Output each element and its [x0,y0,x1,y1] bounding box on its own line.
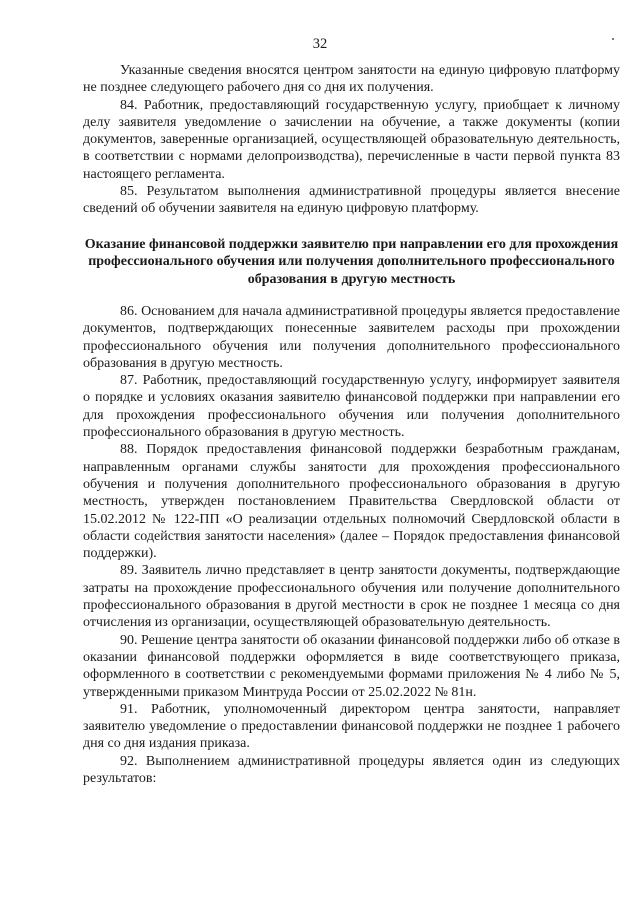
top-text-block [83,62,620,218]
bottom-text-block [83,303,620,787]
section-heading: Оказание финансовой поддержки заявителю при направлении его для прохождения профессионального обучения или получения дополнительного профессионального образования в другую местность [84,237,619,287]
paragraph-86: 86. Основанием для начала административной процедуры является предоставление документов, подтверждающих понесенные заявителем расходы при прохождении профессионального обучения или получения дополнительного профессионального образования в другую местность. [83,304,620,371]
paragraph-92: 92. Выполнением административной процедуры является один из следующих результатов: [83,753,620,787]
paragraph-84: 84. Работник, предоставляющий государственную услугу, приобщает к личному делу заявителя уведомление о зачислении на обучение, а также документы (копии документов, заверенные организацией, осуществляющей образовательную деятельность, в соответствии с нормами делопроизводства), перечисленные в части первой пункта 83 настоящего регламента. [83,97,620,182]
paragraph-90: 90. Решение центра занятости об оказании финансовой поддержки либо об отказе в оказании финансовой поддержки оформляется в виде соответствующего приказа, оформленного в соответствии с рекомендуемыми формами приложения № 4 либо № 5, утвержденными приказом Минтруда России от 25.02.2022 № 81н. [83,632,620,700]
paragraph-88: 88. Порядок предоставления финансовой поддержки безработным гражданам, направленным органами службы занятости для прохождения профессионального обучения и получения дополнительного профессионального образования в другую местность, утвержден постановлением Правительства Свердловской области от 15.02.2012 № 122-ПП «О реализации отдельных полномочий Свердловской области в области содействия занятости населения» (далее – Порядок предоставления финансовой поддержки). [83,442,620,562]
paragraph-85: 85. Результатом выполнения административной процедуры является внесение сведений об обучении заявителя на единую цифровую платформу. [83,184,620,217]
paragraph-89: 89. Заявитель лично представляет в центр занятости документы, подтверждающие затраты на прохождение профессионального обучения или получение дополнительного профессионального образования в другой местности в срок не позднее 1 месяца со дня отчисления из организации, осуществляющей образовательную деятельность. [83,563,620,631]
page-number: 32 [312,36,328,52]
paragraph: Указанные сведения вносятся центром занятости на единую цифровую платформу не позднее следующего рабочего дня со дня их получения. [83,63,620,96]
paragraph-91: 91. Работник, уполномоченный директором центра занятости, направляет заявителю уведомление о предоставлении финансовой поддержки не позднее 1 рабочего дня со дня издания приказа. [83,701,620,752]
paragraph-87: 87. Работник, предоставляющий государственную услугу, информирует заявителя о порядке и условиях оказания заявителю финансовой поддержки при направлении его для прохождения профессионального обучения или получения дополнительного профессионального образования в другую местность. [83,373,620,441]
